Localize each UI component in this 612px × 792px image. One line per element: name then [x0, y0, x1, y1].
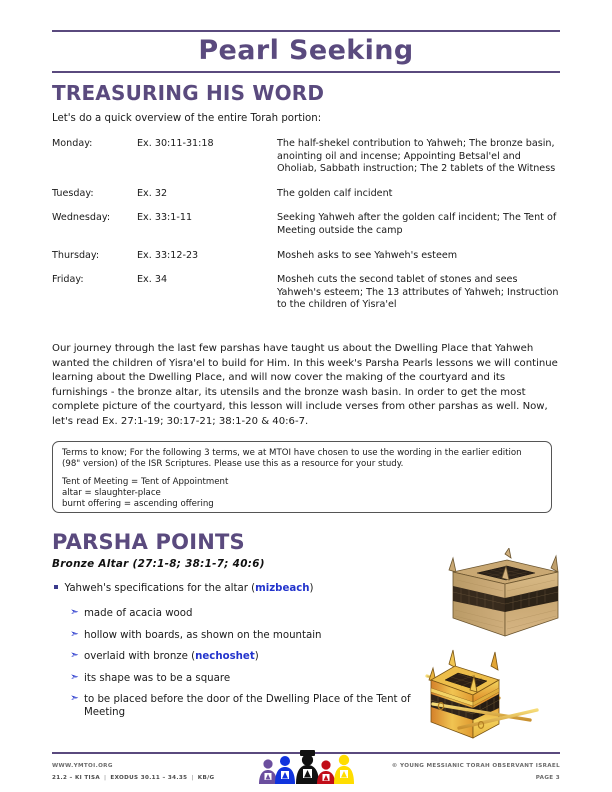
bullet-text-suffix: ) — [309, 583, 314, 594]
section-heading-parsha-points: PARSHA POINTS — [52, 530, 245, 554]
bullet-text-prefix: Yahweh's specifications for the altar ( — [64, 583, 256, 594]
page-title: Pearl Seeking — [198, 35, 414, 66]
subsection-heading-bronze-altar: Bronze Altar (27:1-8; 38:1-7; 40:6) — [52, 558, 265, 570]
logo-figure-blue — [275, 756, 295, 784]
logo-figure-yellow — [334, 755, 354, 784]
hebrew-term-nechoshet: nechoshet — [195, 651, 255, 662]
list-item — [70, 629, 430, 642]
overview-paragraph: Our journey through the last few parshas have taught us about the Dwelling Place that Yahweh wanted the children of Yisra'el to build for Him. In this week's Parsha Pearls lessons we will continue learning about the Dwelling Place, and will now cover the making of the courtyard and its furnishings - the bronze altar, its utensils and the bronze wash basin. In order to get the most complete picture of the courtyard, this lesson will include verses from other parshas as well. Now, let's read Ex. 27:1-19; 30:17-21; 38:1-20 & 40:6-7. — [52, 343, 558, 427]
footer-scripture-range: EXODUS 30.11 – 34.35 — [110, 775, 188, 781]
footer-page-number: PAGE 3 — [535, 775, 560, 781]
schedule-day: Tuesday: — [52, 187, 94, 199]
term-entry: Tent of Meeting = Tent of Appointment — [62, 477, 229, 488]
hebrew-term-mizbeach: mizbeach — [255, 583, 310, 594]
term-entry: altar = slaughter-place — [62, 488, 161, 499]
list-item-label: its shape was to be a square — [84, 672, 231, 684]
logo-figure-black — [296, 750, 319, 784]
terms-list — [62, 477, 542, 510]
list-item-label: hollow with boards, as shown on the mountain — [84, 629, 322, 641]
table-row — [52, 274, 560, 324]
bronze-altar-illustration — [425, 640, 565, 745]
list-item — [70, 693, 430, 719]
footer-divider: | — [191, 775, 194, 781]
table-row — [52, 188, 560, 213]
list-item-suffix: ) — [254, 651, 259, 662]
torah-portion-schedule-table — [52, 138, 560, 324]
schedule-description: Seeking Yahweh after the golden calf incident; The Tent of Meeting outside the camp — [277, 212, 557, 236]
footer-copyright: © YOUNG MESSIANIC TORAH OBSERVANT ISRAEL — [391, 763, 560, 769]
list-item — [70, 672, 430, 685]
mtoi-logo-icon — [256, 748, 360, 788]
table-row — [52, 212, 560, 249]
schedule-day: Friday: — [52, 274, 84, 286]
schedule-day: Thursday: — [52, 249, 100, 261]
schedule-description: Mosheh cuts the second tablet of stones and sees Yahweh's esteem; The 13 attributes of Yahweh; Instruction to the children of Yisra'el — [277, 274, 559, 311]
schedule-reference: Ex. 33:12-23 — [137, 249, 199, 261]
logo-figure-purple — [259, 759, 277, 784]
arrow-bullet-icon: ➣ — [70, 692, 79, 704]
arrow-bullet-icon: ➣ — [70, 606, 79, 618]
logo-figure-red — [317, 760, 335, 784]
table-row — [52, 138, 560, 188]
schedule-reference: Ex. 34 — [137, 274, 168, 286]
arrow-bullet-icon: ➣ — [70, 649, 79, 661]
schedule-description: The golden calf incident — [277, 187, 393, 199]
footer-website[interactable]: WWW.YMTOI.ORG — [52, 763, 113, 769]
footer-initials: KB/G — [197, 775, 215, 781]
footer-lesson-id: 21.2 – KI TISA — [52, 775, 101, 781]
term-entry: burnt offering = ascending offering — [62, 499, 214, 510]
terms-lead-text: Terms to know; For the following 3 terms, we at MTOI have chosen to use the wording in the earlier edition (98" version) of the ISR Scriptures. Please use this as a resource for your study. — [62, 448, 522, 470]
schedule-description: Mosheh asks to see Yahweh's esteem — [277, 249, 458, 261]
wooden-altar-illustration — [441, 548, 566, 648]
arrow-bullet-icon: ➣ — [70, 627, 79, 640]
schedule-body — [52, 138, 560, 324]
list-item-prefix: overlaid with bronze ( — [84, 651, 196, 662]
schedule-reference: Ex. 33:1-11 — [137, 212, 193, 224]
treasuring-intro-text: Let's do a quick overview of the entire Torah portion: — [52, 113, 322, 124]
list-item — [70, 607, 430, 620]
table-row — [52, 250, 560, 275]
square-bullet-icon — [54, 585, 58, 589]
footer-lesson-line — [52, 772, 214, 784]
list-item — [54, 582, 424, 596]
list-item — [70, 650, 430, 663]
arrow-bullet-icon: ➣ — [70, 670, 79, 683]
bronze-altar-spec-list — [70, 607, 430, 728]
footer-divider: | — [104, 775, 107, 781]
list-item-label: made of acacia wood — [84, 608, 193, 619]
schedule-reference: Ex. 32 — [137, 187, 168, 199]
footer-right-block — [392, 760, 560, 784]
schedule-reference: Ex. 30:11-31:18 — [137, 138, 214, 149]
list-item-label: to be placed before the door of the Dwelling Place of the Tent of Meeting — [84, 694, 411, 718]
section-heading-treasuring: TREASURING HIS WORD — [52, 81, 325, 105]
terms-to-know-box — [52, 441, 552, 513]
footer-left-block — [52, 760, 214, 784]
schedule-day: Monday: — [52, 138, 93, 149]
header-rule-bottom — [52, 71, 560, 73]
schedule-day: Wednesday: — [52, 212, 111, 224]
schedule-description: The half-shekel contribution to Yahweh; The bronze basin, anointing oil and incense; Appointing Betsal'el and Oholiab, Sabbath instruction; The 2 tablets of the Witness — [277, 138, 556, 175]
